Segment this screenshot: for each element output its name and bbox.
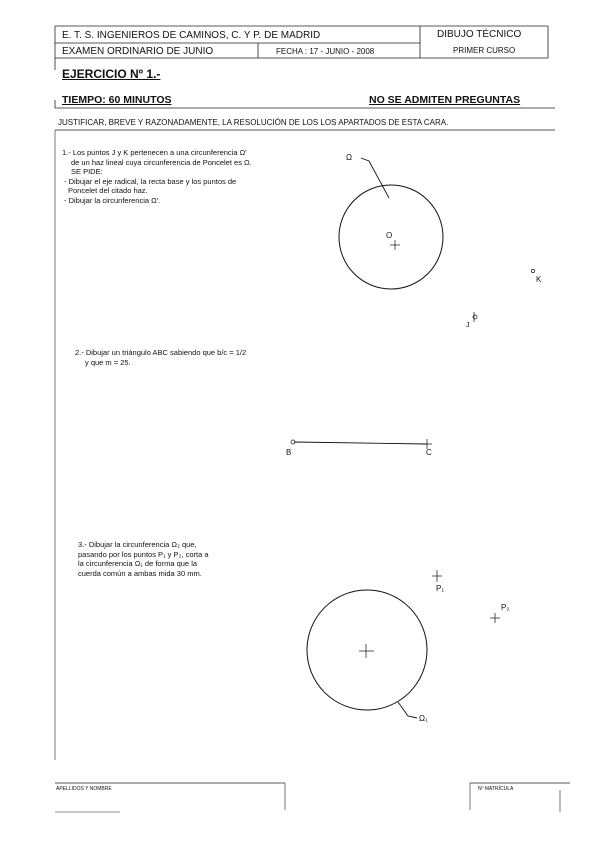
label-p1: P₁ [436, 584, 445, 593]
question-3-line: pasando por los puntos P₁ y P₂, corta a [78, 549, 209, 559]
question-3-line: cuerda común a ambas mida 30 mm. [78, 568, 202, 578]
label-omega1: Ω₁ [419, 714, 428, 723]
label-p2: P₂ [501, 603, 510, 612]
exercise-title: EJERCICIO Nº 1.- [62, 67, 161, 81]
exam-name: EXAMEN ORDINARIO DE JUNIO [62, 46, 214, 57]
point-k [531, 269, 534, 272]
exam-date: FECHA : 17 - JUNIO - 2008 [276, 47, 375, 56]
question-1 [62, 148, 332, 205]
question-3-line: 3.- Dibujar la circunferencia Ω₂ que, [78, 540, 197, 549]
question-3 [78, 540, 298, 578]
question-2-line: y que m = 25. [85, 357, 131, 367]
course-name: PRIMER CURSO [453, 46, 516, 55]
question-1-line: 1.- Los puntos J y K pertenecen a una circunferencia Ω' [62, 148, 247, 157]
question-1-line: - Dibujar la circunferencia Ω'. [64, 195, 161, 205]
label-k: K [536, 275, 542, 284]
instructions: JUSTIFICAR, BREVE Y RAZONADAMENTE, LA RESOLUCIÓN DE LOS LOS APARTADOS DE ESTA CARA. [58, 118, 449, 127]
question-1-line: Poncelet del citado haz. [68, 186, 148, 195]
question-2 [75, 348, 315, 367]
label-b: B [286, 448, 292, 457]
question-1-line: de un haz lineal cuya circunferencia de Poncelet es Ω. [71, 157, 252, 167]
segment-bc [294, 442, 427, 444]
omega1-circle [307, 590, 427, 710]
subject-name: DIBUJO TÉCNICO [437, 29, 522, 40]
point-j [473, 312, 477, 322]
center-omega1-cross [359, 644, 374, 658]
name-field-label: APELLIDOS Y NOMBRE [56, 786, 112, 792]
school-name: E. T. S. INGENIEROS DE CAMINOS, C. Y P. DE MADRID [62, 30, 321, 41]
question-1-line: - Dibujar el eje radical, la recta base y los puntos de [64, 176, 237, 186]
point-p1 [432, 570, 442, 582]
label-j: J [466, 322, 470, 329]
registration-field-label: Nº MATRÍCULA [478, 786, 514, 792]
no-questions-note: NO SE ADMITEN PREGUNTAS [369, 94, 521, 106]
question-2-line: 2.- Dibujar un triángulo ABC sabiendo que b/c = 1/2 [75, 348, 247, 357]
center-o-cross [390, 240, 400, 250]
question-1-line: SE PIDE: [71, 167, 103, 176]
omega1-leader [398, 702, 417, 718]
label-o: O [386, 231, 393, 240]
question-3-line: la circunferencia Ω₁ de forma que la [78, 559, 198, 568]
label-omega: Ω [346, 153, 352, 162]
label-c: C [426, 448, 432, 457]
exercise-time: TIEMPO: 60 MINUTOS [62, 94, 172, 106]
point-p2 [490, 613, 500, 623]
